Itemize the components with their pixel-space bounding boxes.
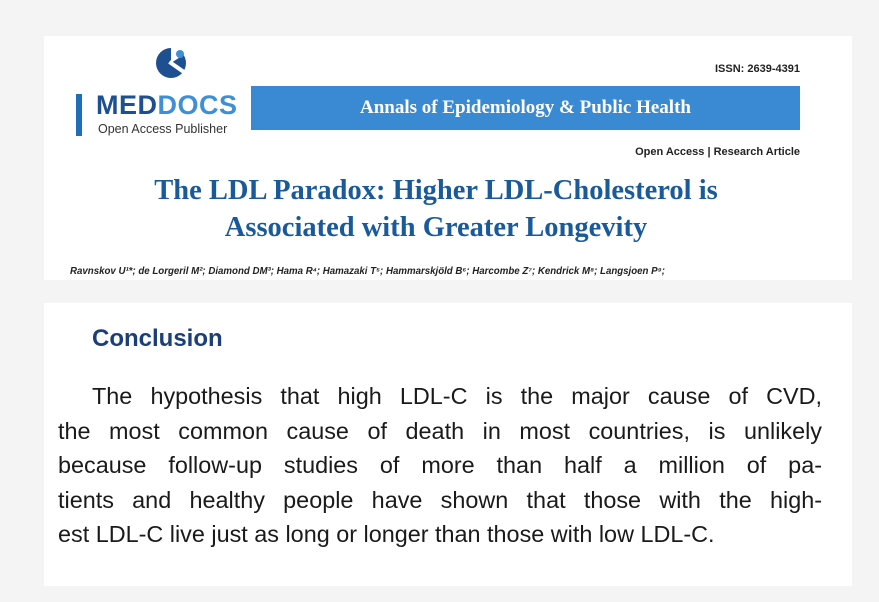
article-type: Open Access | Research Article bbox=[635, 146, 800, 158]
paper-title-line: Associated with Greater Longevity bbox=[224, 212, 648, 243]
author-list: Ravnskov U¹*; de Lorgeril M²; Diamond DM³; Hama R⁴; Hamazaki T⁵; Hammarskjöld B⁶; Harcombe Z⁷; Kendrick M⁸; Langsjoen P⁹; bbox=[70, 266, 665, 277]
journal-title: Annals of Epidemiology & Public Health bbox=[360, 97, 691, 118]
paragraph-line: The hypothesis that high LDL-C is the major cause of CVD, bbox=[92, 383, 822, 409]
section-heading: Conclusion bbox=[92, 325, 223, 352]
logo-tagline: Open Access Publisher bbox=[98, 122, 228, 136]
logo-accent-bar bbox=[76, 94, 82, 136]
paragraph-line: because follow-up studies of more than half a million of pa- bbox=[58, 452, 822, 478]
paper-title bbox=[44, 172, 828, 246]
paragraph-line: tients and healthy people have shown that those with the high- bbox=[58, 486, 822, 513]
logo-wordmark: MEDDOCS bbox=[96, 90, 238, 120]
paragraph-line: the most common cause of death in most countries, is unlikely bbox=[58, 417, 822, 444]
conclusion-section bbox=[44, 303, 852, 586]
journal-banner bbox=[251, 86, 800, 130]
article-header bbox=[44, 36, 852, 280]
paper-title-line: The LDL Paradox: Higher LDL-Cholesterol is bbox=[154, 175, 718, 206]
paragraph-line: est LDL-C live just as long or longer than those with low LDL-C. bbox=[58, 521, 715, 547]
issn: ISSN: 2639-4391 bbox=[715, 63, 800, 75]
conclusion-paragraph bbox=[58, 379, 822, 552]
meddocs-logo bbox=[76, 46, 246, 142]
meddocs-logo-icon bbox=[154, 46, 188, 80]
